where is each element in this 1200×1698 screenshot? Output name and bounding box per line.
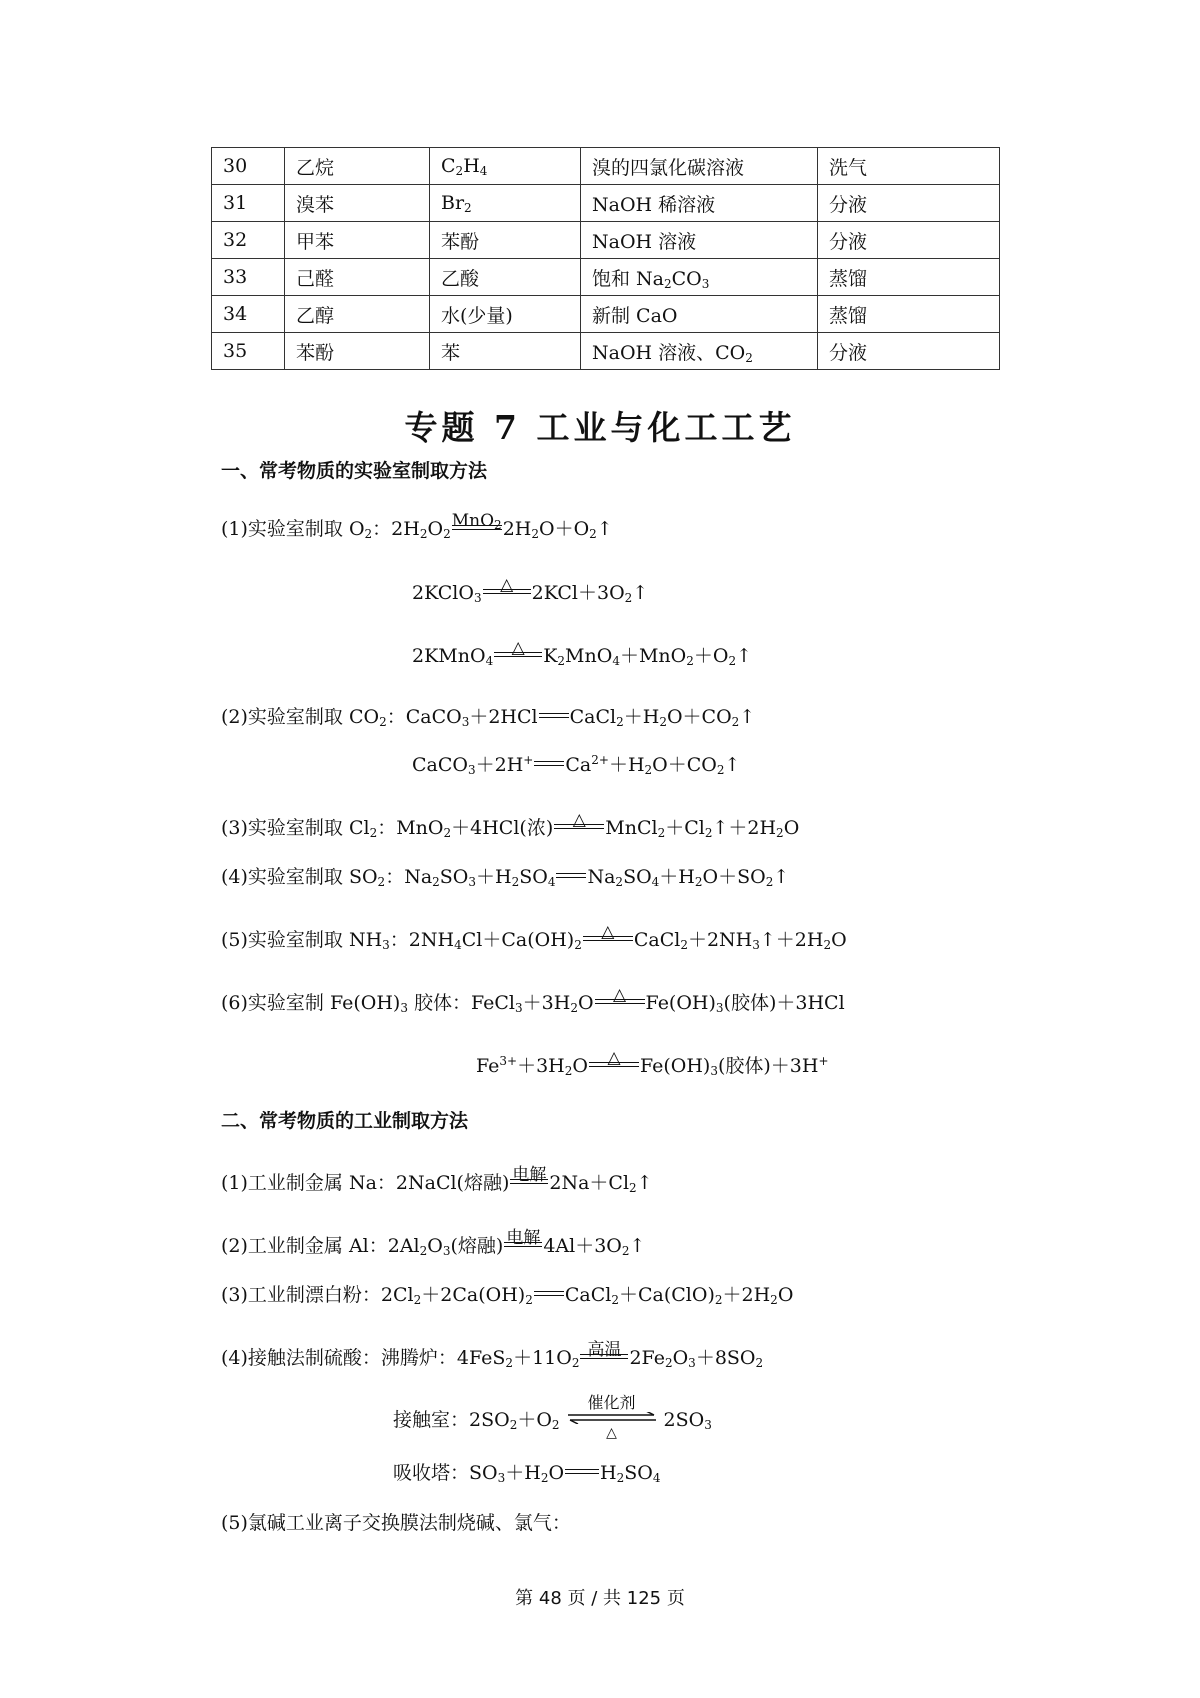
- table-row: [212, 296, 1000, 333]
- cond-mno2: MnO$_2$: [451, 511, 502, 532]
- eq-ind-h2so4-furnace: (4)接触法制硫酸：沸腾炉：$4FeS_2+11O_2$ 高温 $2Fe_2O_3+8SO_2$: [221, 1340, 764, 1370]
- row-number: 33: [212, 259, 285, 296]
- table-row: [212, 185, 1000, 222]
- table-body: [212, 148, 1000, 370]
- row-number: 31: [212, 185, 285, 222]
- chapter-title: 专题 7 工业与化工工艺: [404, 408, 796, 447]
- table-row: [212, 148, 1000, 185]
- reagent-cell: NaOH 溶液: [581, 222, 818, 259]
- impurity-cell: $Br_2$: [430, 185, 581, 222]
- method-cell: 分液: [818, 222, 1000, 259]
- impurity-cell: 苯: [430, 333, 581, 370]
- page-footer: 第 48 页 / 共 125 页: [515, 1588, 685, 1609]
- row-number: 32: [212, 222, 285, 259]
- eq-lab-o2-h2o2: (1)实验室制取 $O_2$：$2H_2O_2$ MnO$_2$ $2H_2O+O_2↑$: [221, 511, 613, 541]
- method-cell: 分液: [818, 333, 1000, 370]
- substance-cell: 苯酚: [285, 333, 430, 370]
- eq-lab-nh3: (5)实验室制取 $NH_3$：$2NH_4Cl+Ca(OH)_2$ △ $CaCl_2+2NH_3↑+2H_2O$: [221, 922, 847, 952]
- section-heading-industry: 二、常考物质的工业制取方法: [221, 1110, 469, 1132]
- eq-lab-so2: (4)实验室制取 $SO_2$：$Na_2SO_3+H_2SO_4$ $Na_2SO_4+H_2O+SO_2↑$: [221, 866, 790, 889]
- impurity-cell: 水(少量): [430, 296, 581, 333]
- cond-heat: △: [607, 1048, 621, 1068]
- impurity-cell: 乙酸: [430, 259, 581, 296]
- method-cell: 蒸馏: [818, 259, 1000, 296]
- reagent-cell: 饱和 $Na_2CO_3$: [581, 259, 818, 296]
- cond-catalyst: 催化剂: [587, 1393, 636, 1412]
- cond-heat: △: [601, 922, 615, 942]
- eq-lab-co2: (2)实验室制取 $CO_2$：CaCO$_3$＋2HCl $CaCl_2+H_2O+CO_2↑$: [221, 706, 756, 729]
- cond-electrolysis: 电解: [512, 1165, 547, 1185]
- table-row: [212, 333, 1000, 370]
- reagent-cell: NaOH 溶液、$CO_2$: [581, 333, 818, 370]
- cond-heat: △: [511, 638, 525, 658]
- substance-cell: 乙烷: [285, 148, 430, 185]
- eq-sign: [451, 511, 502, 542]
- substance-cell: 甲苯: [285, 222, 430, 259]
- substance-cell: 己醛: [285, 259, 430, 296]
- eq-ind-chloralkali: (5)氯碱工业离子交换膜法制烧碱、氯气：: [221, 1512, 571, 1534]
- eq-ind-h2so4-absorb: 吸收塔：$SO_3+H_2O$ $H_2SO_4$: [393, 1462, 661, 1485]
- row-number: 30: [212, 148, 285, 185]
- cond-high-temp: 高温: [587, 1340, 622, 1360]
- eq-lab-o2-kmno4: 2KMnO$_4$ △ $K_2MnO_4+MnO_2+O_2↑$: [412, 638, 753, 668]
- separation-table: [211, 147, 1000, 370]
- eq-ind-bleach: (3)工业制漂白粉：$2Cl_2+2Ca(OH)_2$ $CaCl_2+Ca(ClO)_2+2H_2O$: [221, 1284, 794, 1307]
- eq-ind-h2so4-contact: 接触室：$2SO_2+O_2$ 催化剂 △ $2SO_3$: [393, 1407, 712, 1433]
- cond-heat: △: [606, 1425, 617, 1441]
- eq-lab-o2-kclo3: 2KClO$_3$ △ $2KCl+3O_2↑$: [412, 575, 649, 605]
- eq-lab-feoh3-ionic: $Fe^{3+}+3H_2O$ △ $Fe(OH)_3$(胶体)＋3H+: [476, 1048, 829, 1078]
- reversible-arrow: [566, 1393, 658, 1441]
- cond-electrolysis: 电解: [506, 1228, 541, 1248]
- eq-lab-co2-ionic: CaCO$_3$＋2H+ $Ca^{2+}+H_2O+CO_2↑$: [412, 753, 741, 777]
- eq-lab-feoh3: (6)实验室制 $Fe(OH)_3$ 胶体：$FeCl_3+3H_2O$ △ $Fe(OH)_3$(胶体)＋3HCl: [221, 985, 845, 1015]
- reagent-cell: 溴的四氯化碳溶液: [581, 148, 818, 185]
- row-number: 34: [212, 296, 285, 333]
- method-cell: 洗气: [818, 148, 1000, 185]
- reagent-cell: NaOH 稀溶液: [581, 185, 818, 222]
- eq-lab-cl2: (3)实验室制取 $Cl_2$：MnO$_2$＋4HCl(浓) △ $MnCl_2+Cl_2↑+2H_2O$: [221, 810, 800, 840]
- cond-heat: △: [500, 575, 514, 595]
- table-row: [212, 222, 1000, 259]
- table-row: [212, 259, 1000, 296]
- reagent-cell: 新制 CaO: [581, 296, 818, 333]
- substance-cell: 溴苯: [285, 185, 430, 222]
- impurity-cell: 苯酚: [430, 222, 581, 259]
- method-cell: 分液: [818, 185, 1000, 222]
- section-heading-lab: 一、常考物质的实验室制取方法: [221, 460, 488, 482]
- eq-ind-na: (1)工业制金属 Na：2NaCl(熔融) 电解 $2Na+Cl_2↑$: [221, 1165, 653, 1195]
- row-number: 35: [212, 333, 285, 370]
- cond-heat: △: [613, 985, 627, 1005]
- impurity-cell: $C_2H_4$: [430, 148, 581, 185]
- method-cell: 蒸馏: [818, 296, 1000, 333]
- substance-cell: 乙醇: [285, 296, 430, 333]
- cond-heat: △: [572, 810, 586, 830]
- eq-ind-al: (2)工业制金属 Al：$2Al_2O_3$(熔融) 电解 $4Al+3O_2↑$: [221, 1228, 646, 1258]
